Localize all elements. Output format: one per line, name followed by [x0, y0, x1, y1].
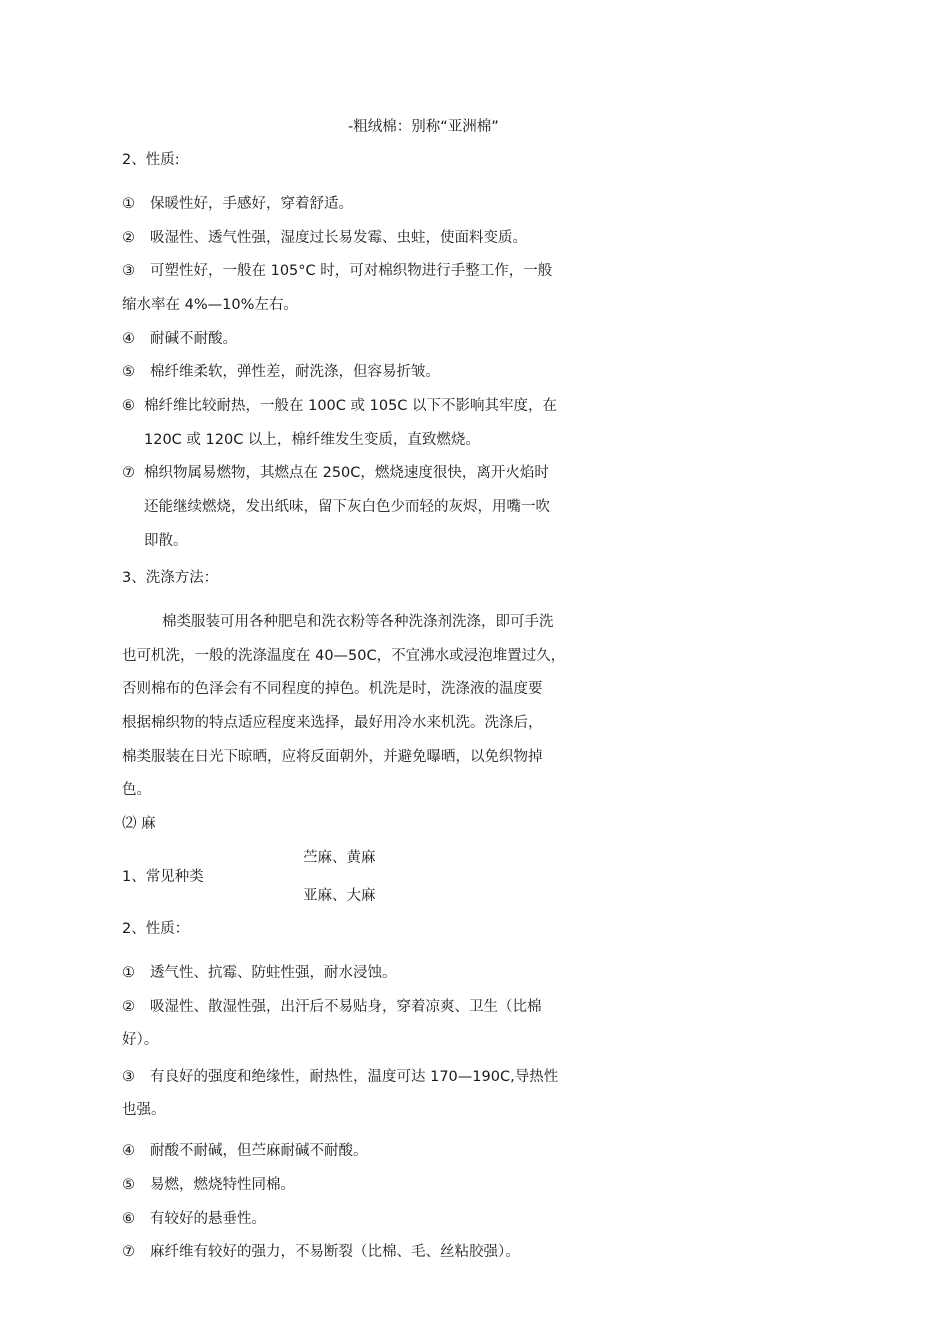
list-item-continuation: 还能继续燃烧，发出纸味，留下灰白色少而轻的灰烬，用嘴一吹	[144, 499, 550, 515]
hemp-types-label: 1、常见种类	[122, 869, 204, 885]
list-item-continuation: 即散。	[144, 533, 188, 549]
list-item-continuation: 好）。	[122, 1032, 159, 1048]
hemp-type-1: 苎麻、黄麻	[303, 850, 376, 866]
list-item: ② 吸湿性、透气性强，湿度过长易发霉、虫蛀，使面料变质。	[122, 230, 527, 246]
list-item-continuation: 也强。	[122, 1102, 166, 1118]
list-item-continuation: 缩水率在 4%—10%左右。	[122, 297, 298, 313]
paragraph-line: 棉类服装在日光下晾晒，应将反面朝外，并避免曝晒，以免织物掉	[122, 749, 543, 765]
list-item: ⑤ 易燃，燃烧特性同棉。	[122, 1177, 295, 1193]
hemp-heading: ⑵ 麻	[122, 816, 156, 832]
list-item: ③ 有良好的强度和绝缘性，耐热性，温度可达 170—190C,导热性	[122, 1069, 559, 1085]
paragraph-line: 也可机洗，一般的洗涤温度在 40—50C，不宜沸水或浸泡堆置过久，	[122, 648, 566, 664]
hemp-props-heading: 2、性质：	[122, 921, 190, 937]
list-item: ④ 耐碱不耐酸。	[122, 331, 237, 347]
list-item: ② 吸湿性、散湿性强，出汗后不易贴身，穿着凉爽、卫生（比棉	[122, 999, 542, 1015]
list-item: ⑦ 棉织物属易燃物，其燃点在 250C，燃烧速度很快，离开火焰时	[122, 465, 549, 481]
cotton-props-heading: 2、性质:	[122, 152, 180, 168]
hemp-type-2: 亚麻、大麻	[303, 888, 376, 904]
list-item: ⑥ 有较好的悬垂性。	[122, 1211, 266, 1227]
list-item: ① 保暖性好，手感好，穿着舒适。	[122, 196, 353, 212]
paragraph-line: 根据棉织物的特点适应程度来选择，最好用冷水来机洗。洗涤后，	[122, 715, 543, 731]
paragraph-line: 色。	[122, 782, 151, 798]
paragraph-line: 棉类服装可用各种肥皂和洗衣粉等各种洗涤剂洗涤，即可手洗	[162, 614, 554, 630]
list-item: ④ 耐酸不耐碱，但苎麻耐碱不耐酸。	[122, 1143, 368, 1159]
cotton-wash-heading: 3、洗涤方法：	[122, 570, 219, 586]
list-item-continuation: 120C 或 120C 以上，棉纤维发生变质，直致燃烧。	[144, 432, 480, 448]
list-item: ③ 可塑性好，一般在 105°C 时，可对棉织物进行手整工作，一般	[122, 263, 553, 279]
list-item: ① 透气性、抗霉、防蛀性强，耐水浸蚀。	[122, 965, 397, 981]
paragraph-line: 否则棉布的色泽会有不同程度的掉色。机洗是时，洗涤液的温度要	[122, 681, 543, 697]
cotton-subtitle: -粗绒棉：别称“亚洲棉”	[348, 119, 499, 135]
list-item: ⑥ 棉纤维比较耐热，一般在 100C 或 105C 以下不影响其牢度，在	[122, 398, 558, 414]
list-item: ⑦ 麻纤维有较好的强力，不易断裂（比棉、毛、丝粘胶强）。	[122, 1244, 520, 1260]
list-item: ⑤ 棉纤维柔软，弹性差，耐洗涤，但容易折皱。	[122, 364, 440, 380]
